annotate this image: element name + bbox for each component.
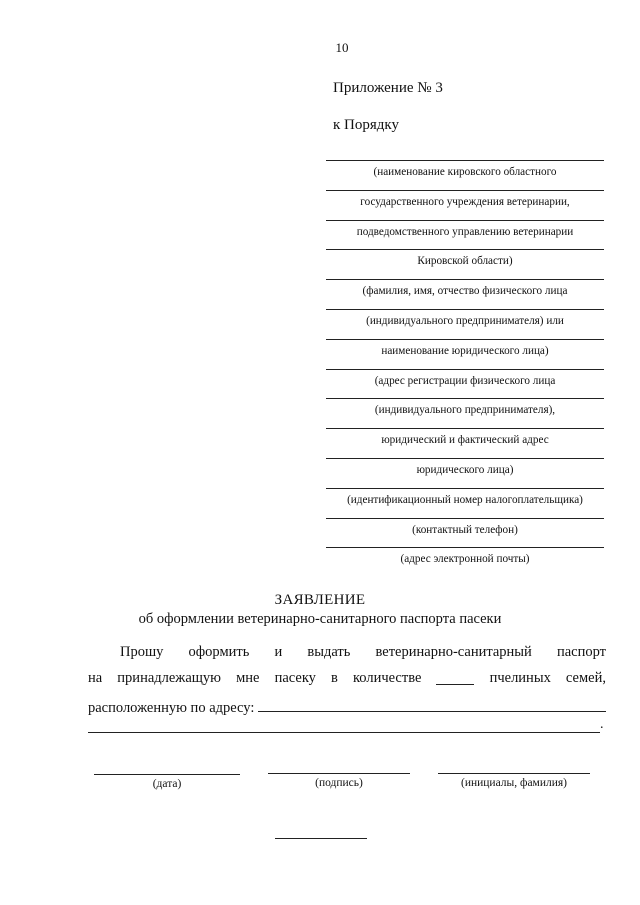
applicant-field (326, 309, 604, 339)
word: в (331, 670, 338, 686)
word: семей, (565, 670, 606, 686)
addressee-field (326, 249, 604, 279)
address-blank[interactable] (258, 697, 606, 712)
word: пасеку (274, 670, 316, 686)
word: паспорт (556, 644, 606, 660)
field-caption: (наименование кировского областного (373, 166, 557, 178)
field-caption: (индивидуального предпринимателя), (374, 404, 556, 417)
addressee-block (326, 160, 604, 577)
bottom-separator-line (275, 838, 367, 839)
field-caption: (контактный телефон) (412, 523, 518, 536)
word: принадлежащую (117, 670, 222, 686)
field-caption: (индивидуального предпринимателя) или (366, 314, 564, 327)
field-caption: юридического лица) (416, 463, 514, 476)
word: количестве (352, 670, 422, 686)
applicant-field (326, 339, 604, 369)
field-caption: Кировской области) (417, 255, 513, 268)
statement-line-1 (88, 644, 606, 661)
addressee-field (326, 160, 604, 190)
field-caption: юридический и фактический адрес (381, 434, 549, 447)
field-caption: наименование юридического лица) (381, 344, 549, 357)
colony-count-blank[interactable] (436, 670, 474, 685)
statement-line-2 (88, 670, 606, 687)
statement-title: ЗАЯВЛЕНИЕ (274, 592, 366, 608)
address-field (326, 428, 604, 458)
word: ветеринарно-санитарный (375, 644, 532, 660)
field-caption: государственного учреждения ветеринарии, (360, 195, 570, 208)
word: пчелиных (489, 670, 551, 686)
word: Прошу (120, 644, 164, 660)
field-caption: (адрес регистрации физического лица (374, 374, 556, 387)
address-label: расположенную по адресу: (88, 700, 255, 716)
address-field (326, 369, 604, 399)
word: оформить (188, 644, 250, 660)
address-field (326, 398, 604, 428)
field-caption: подведомственного управлению ветеринарии (356, 225, 574, 238)
word: на (88, 670, 103, 686)
addressee-field (326, 220, 604, 250)
initials-caption: (инициалы, фамилия) (460, 777, 568, 789)
word: мне (236, 670, 260, 686)
page-number: 10 (335, 40, 349, 55)
field-caption: (фамилия, имя, отчество физического лица (362, 285, 568, 298)
date-blank[interactable] (94, 774, 240, 775)
date-caption: (дата) (152, 778, 182, 790)
signature-blank[interactable] (268, 773, 410, 774)
order-reference: к Порядку (333, 117, 399, 133)
initials-blank[interactable] (438, 773, 590, 774)
word: и (274, 644, 283, 660)
field-caption: (адрес электронной почты) (400, 553, 530, 566)
period: . (600, 717, 604, 732)
inn-field (326, 488, 604, 518)
email-field (326, 547, 604, 577)
addressee-field (326, 190, 604, 220)
field-caption: (идентификационный номер налогоплательщика) (347, 493, 583, 506)
signature-caption: (подпись) (315, 777, 363, 789)
address-field (326, 458, 604, 488)
phone-field (326, 518, 604, 548)
statement-subtitle: об оформлении ветеринарно-санитарного паспорта пасеки (138, 611, 502, 627)
address-blank-continued[interactable] (88, 714, 600, 733)
word: выдать (307, 644, 351, 660)
appendix-label: Приложение № 3 (333, 80, 443, 96)
applicant-field (326, 279, 604, 309)
